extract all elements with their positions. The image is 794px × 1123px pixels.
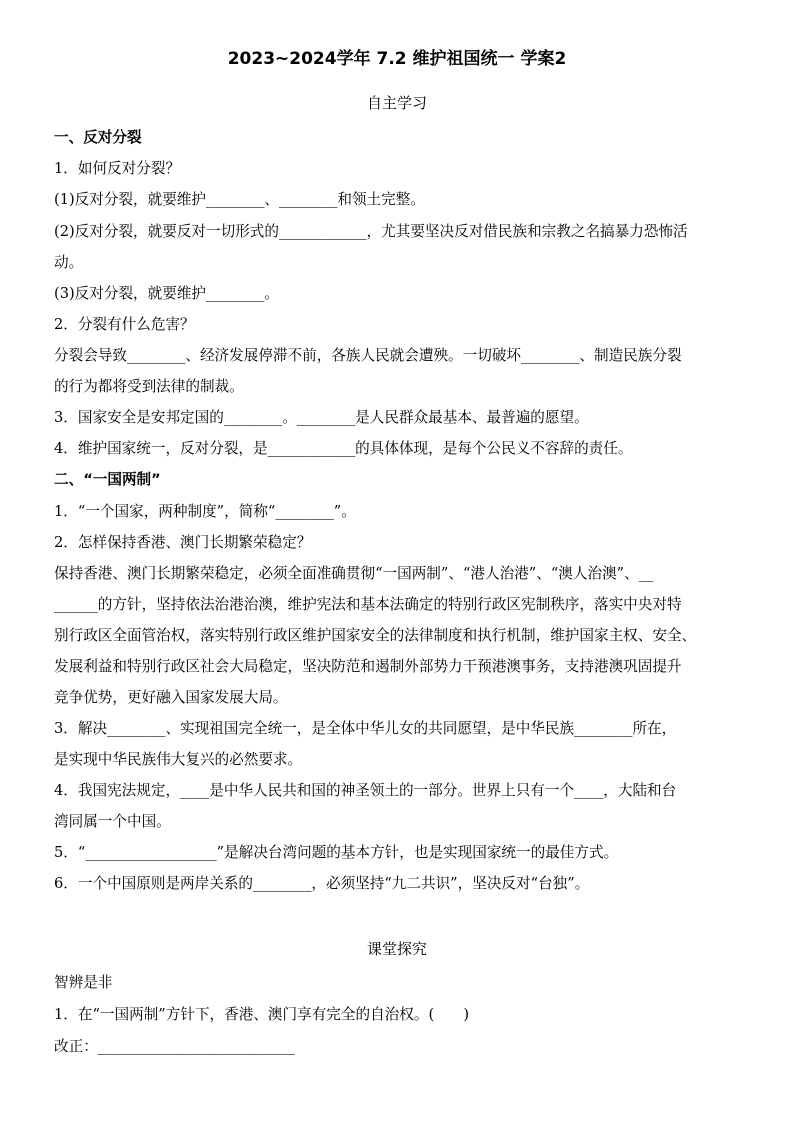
question-line: (1)反对分裂，就要维护________、________和领土完整。 bbox=[54, 191, 425, 208]
question-line: 1．如何反对分裂？ bbox=[54, 160, 181, 177]
question-line: 3．国家安全是安邦定国的________。________是人民群众最基本、最普遍的愿望。 bbox=[54, 409, 589, 426]
question-line: 2．分裂有什么危害？ bbox=[54, 316, 195, 333]
question-line: 保持香港、澳门长期繁荣稳定，必须全面准确贯彻“一国两制”、“港人治港”、“澳人治澳”、__ bbox=[54, 565, 654, 582]
heading-one-country-two-systems: 二、“一国两制” bbox=[54, 471, 161, 488]
judgment-question: 1．在“一国两制”方针下，香港、澳门享有完全的自治权。( ) bbox=[54, 1006, 470, 1023]
question-line: 4．维护国家统一，反对分裂，是____________的具体体现，是每个公民义不容辞的责任。 bbox=[54, 440, 633, 457]
section-heading-class-exploration: 课堂探究 bbox=[366, 940, 427, 958]
question-line: 别行政区全面管治权，落实特别行政区维护国家安全的法律制度和执行机制，维护国家主权、安全、 bbox=[54, 627, 697, 644]
question-line: 1．“一个国家，两种制度”，简称“________”。 bbox=[54, 503, 356, 520]
question-line: 的行为都将受到法律的制裁。 bbox=[54, 378, 244, 395]
question-line: 湾同属一个中国。 bbox=[54, 813, 171, 830]
question-line: (2)反对分裂，就要反对一切形式的____________，尤其要坚决反对借民族和宗教之名搞暴力恐怖活 bbox=[54, 223, 688, 240]
question-line: (3)反对分裂，就要维护________。 bbox=[54, 285, 279, 302]
question-line: 3．解决________、实现祖国完全统一，是全体中华儿女的共同愿望，是中华民族________所在， bbox=[54, 720, 677, 737]
document-title: 2023~2024学年 7.2 维护祖国统一 学案2 bbox=[227, 49, 567, 69]
question-line: 6．一个中国原则是两岸关系的________，必须坚持“九二共识”，坚决反对“台独”。 bbox=[54, 875, 590, 892]
question-line: 发展利益和特别行政区社会大局稳定，坚决防范和遏制外部势力干预港澳事务，支持港澳巩固提升 bbox=[54, 658, 682, 675]
question-line: 5．“__________________”是解决台湾问题的基本方针，也是实现国家统一的最佳方式。 bbox=[54, 844, 619, 861]
correction-line: 改正：___________________________ bbox=[54, 1038, 295, 1055]
question-line: 2．怎样保持香港、澳门长期繁荣稳定？ bbox=[54, 534, 312, 551]
question-line: 4．我国宪法规定，____是中华人民共和国的神圣领土的一部分。世界上只有一个____，大陆和台 bbox=[54, 782, 677, 799]
question-line: 是实现中华民族伟大复兴的必然要求。 bbox=[54, 751, 303, 768]
subheading-judge: 智辨是非 bbox=[54, 974, 113, 991]
question-line: 分裂会导致________、经济发展停滞不前，各族人民就会遭殃。一切破坏________、制造民族分裂 bbox=[54, 347, 682, 364]
question-line: 动。 bbox=[54, 254, 84, 271]
question-line: ______的方针，坚持依法治港治澳，维护宪法和基本法确定的特别行政区宪制秩序，落实中央对特 bbox=[54, 596, 682, 613]
section-heading-self-study: 自主学习 bbox=[366, 94, 427, 112]
heading-oppose-split: 一、反对分裂 bbox=[54, 129, 142, 146]
question-line: 竞争优势，更好融入国家发展大局。 bbox=[54, 689, 288, 706]
